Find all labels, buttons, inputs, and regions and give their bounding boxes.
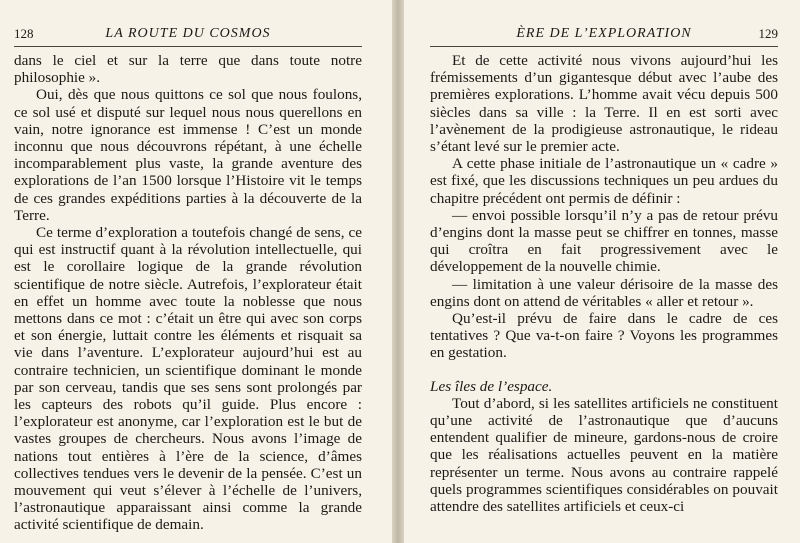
right-list-item-1: — envoi possible lorsqu’il n’y a pas de retour prévu d’engins dont la masse peut se chiffrer en tonnes, masse qui croîtra en fait progressivement avec le développement de la nouvelle chimie. [430, 206, 778, 276]
section-heading: Les îles de l’espace. [430, 377, 553, 395]
right-list-item-2: — limitation à une valeur dérisoire de la masse des engins dont on attend de véritables « aller et retour ». [430, 275, 778, 310]
left-page-text [14, 52, 362, 534]
left-paragraph-1: dans le ciel et sur la terre que dans toute notre philosophie ». [14, 52, 362, 87]
left-running-title: LA ROUTE DU COSMOS [105, 26, 271, 41]
right-running-head [430, 24, 778, 47]
left-paragraph-2: Oui, dès que nous quittons ce sol que nous foulons, ce sol usé et disputé sur lequel nous nous querellons en vain, notre ignorance est immense ! C’est un monde inconnu que nous découvrons répétant, à une échelle incomparablement plus vaste, la grande aventure des explorations de l’an 1500 lorsque l’Histoire vit le temps de ces grandes expéditions parties à la découverte de la Terre. [14, 86, 362, 224]
left-page-number: 128 [14, 26, 34, 41]
left-paragraph-3: Ce terme d’exploration a toutefois changé de sens, ce qui est instructif quant à la révolution intellectuelle, qui est le corollaire logique de la grande révolution scientifique de notre siècle. Autrefois, l’explorateur était en effet un homme avec toute la noblesse que nous mettons dans ce mot : c’était un être qui avec son corps et son énergie, luttait contre les éléments et risquait sa vie dans l’aventure. L’explorateur aujourd’hui est au contraire technicien, un scientifique dominant le monde par son cerveau, tandis que ses sens sont prolongés par les capteurs des robots qu’il guide. Plus encore : l’explorateur est anonyme, car l’exploration est le but de vastes groupes de chercheurs. Nous avons l’image de nations tout entières à l’ère de la science, d’âmes collectives tendues vers le devenir de la pensée. C’est un mouvement qui veut s’élever à l’échelle de l’univers, l’astronautique apparaissant ainsi comme la grande activité scientifique de demain. [14, 224, 362, 534]
right-running-title: ÈRE DE L’EXPLORATION [516, 26, 692, 41]
right-paragraph-2: A cette phase initiale de l’astronautique un « cadre » est fixé, que les discussions techniques un peu ardues du chapitre précédent ont permis de définir : [430, 155, 778, 207]
left-running-head [14, 24, 362, 47]
right-paragraph-3: Qu’est-il prévu de faire dans le cadre de ces tentatives ? Que va-t-on faire ? Voyons les programmes en gestation. [430, 310, 778, 362]
right-paragraph-1: Et de cette activité nous vivons aujourd’hui les frémissements d’un gigantesque début avec l’aube des premières explorations. L’homme avait vécu depuis 500 siècles dans sa ville : la Terre. Il en est sorti avec l’avènement de la prodigieuse astronautique, le rideau s’étant levé sur le premier acte. [430, 52, 778, 156]
right-page-number: 129 [758, 26, 778, 41]
right-page [404, 0, 800, 543]
left-page [0, 0, 392, 543]
right-page-text [430, 52, 778, 515]
book-gutter [392, 0, 404, 543]
section-paragraph: Tout d’abord, si les satellites artificiels ne constituent qu’une activité de l’astronautique que d’aucuns entendent qualifier de mineure, gardons-nous de croire que les réalisations actuelles peuvent en la matière représenter un terme. Nous avons au contraire rappelé quels programmes scientifiques considérables on pouvait attendre des satellites artificiels et ceux-ci [430, 394, 778, 516]
